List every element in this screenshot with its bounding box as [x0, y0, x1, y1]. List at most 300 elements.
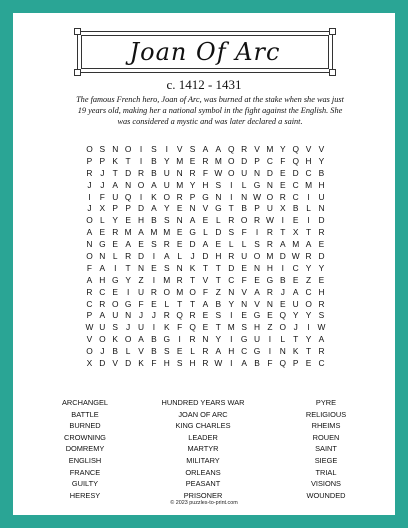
grid-letter: E	[215, 239, 222, 250]
grid-letter: R	[176, 191, 183, 202]
grid-letter: O	[227, 155, 235, 166]
grid-letter: O	[86, 250, 93, 261]
grid-letter: G	[99, 239, 106, 250]
grid-letter: B	[280, 274, 286, 285]
grid-letter: C	[305, 286, 312, 297]
grid-letter: F	[177, 322, 183, 333]
word-bank-item: WOUNDED	[306, 490, 346, 500]
grid-letter: M	[124, 227, 132, 238]
grid-letter: A	[163, 250, 170, 261]
grid-row	[83, 191, 328, 203]
grid-letter: R	[241, 143, 248, 154]
grid-letter: E	[202, 215, 209, 226]
grid-letter: D	[215, 227, 222, 238]
word-bank	[45, 397, 371, 501]
grid-letter: A	[151, 203, 157, 214]
grid-letter: D	[228, 262, 235, 273]
grid-letter: R	[266, 227, 273, 238]
grid-letter: O	[86, 143, 93, 154]
grid-letter: F	[151, 357, 157, 368]
banner-corner-ornament	[74, 69, 81, 76]
grid-letter: R	[112, 227, 119, 238]
grid-letter: W	[253, 191, 261, 202]
word-bank-item: HERESY	[69, 490, 101, 500]
grid-letter: C	[318, 357, 325, 368]
grid-letter: X	[280, 203, 286, 214]
grid-letter: I	[268, 334, 272, 345]
grid-letter: Y	[163, 155, 170, 166]
grid-letter: E	[176, 203, 183, 214]
grid-letter: N	[215, 191, 222, 202]
grid-row	[83, 214, 328, 226]
grid-row	[83, 333, 328, 345]
word-bank-item: BATTLE	[71, 409, 99, 419]
grid-letter: N	[241, 298, 248, 309]
grid-row	[83, 345, 328, 357]
grid-letter: N	[125, 179, 132, 190]
grid-letter: I	[178, 334, 181, 345]
grid-letter: O	[86, 215, 93, 226]
grid-letter: I	[88, 191, 91, 202]
grid-letter: Z	[267, 322, 273, 333]
grid-letter: U	[112, 191, 119, 202]
grid-letter: Q	[279, 357, 287, 368]
grid-letter: U	[99, 322, 106, 333]
grid-letter: M	[292, 239, 300, 250]
grid-letter: V	[241, 286, 247, 297]
copyright-footer: © 2023 puzzles-to-print.com	[170, 500, 238, 506]
grid-letter: K	[189, 262, 196, 273]
word-bank-column	[281, 397, 371, 501]
grid-letter: N	[176, 167, 183, 178]
grid-letter: D	[125, 357, 132, 368]
grid-letter: I	[268, 346, 272, 357]
grid-letter: S	[318, 310, 325, 321]
grid-row	[83, 309, 328, 321]
grid-letter: Q	[189, 322, 196, 333]
grid-letter: W	[291, 250, 300, 261]
word-bank-column	[143, 397, 263, 501]
grid-letter: A	[280, 239, 286, 250]
grid-letter: E	[99, 227, 106, 238]
grid-letter: E	[280, 167, 286, 178]
grid-letter: B	[151, 334, 157, 345]
grid-letter: M	[176, 155, 184, 166]
grid-letter: E	[202, 322, 209, 333]
grid-letter: N	[176, 262, 183, 273]
grid-letter: B	[112, 346, 119, 357]
grid-letter: I	[255, 227, 259, 238]
grid-letter: B	[151, 346, 157, 357]
grid-letter: D	[318, 215, 325, 226]
grid-letter: O	[163, 191, 171, 202]
grid-row	[83, 143, 328, 155]
word-bank-item: HUNDRED YEARS WAR	[161, 398, 245, 407]
grid-letter: B	[292, 203, 299, 214]
grid-letter: R	[163, 239, 170, 250]
letter-grid	[83, 143, 328, 369]
grid-letter: A	[241, 357, 247, 368]
grid-letter: A	[215, 346, 222, 357]
grid-letter: Z	[138, 274, 144, 285]
grid-letter: L	[216, 215, 221, 226]
word-bank-item: KING CHARLES	[175, 421, 231, 431]
grid-letter: F	[138, 298, 144, 309]
grid-letter: D	[241, 155, 248, 166]
grid-letter: L	[125, 346, 131, 357]
grid-letter: M	[305, 179, 313, 190]
grid-letter: H	[189, 357, 196, 368]
grid-letter: R	[305, 250, 312, 261]
grid-letter: A	[292, 286, 299, 297]
grid-letter: V	[86, 334, 93, 345]
word-bank-column	[45, 397, 125, 501]
grid-letter: T	[306, 346, 312, 357]
grid-letter: H	[163, 357, 170, 368]
grid-letter: I	[230, 357, 233, 368]
grid-letter: T	[293, 334, 299, 345]
grid-letter: A	[202, 239, 209, 250]
grid-letter: S	[163, 215, 170, 226]
grid-letter: G	[202, 191, 209, 202]
grid-letter: W	[214, 357, 223, 368]
grid-letter: I	[126, 286, 130, 297]
grid-letter: S	[254, 239, 260, 250]
grid-row	[83, 286, 328, 298]
grid-letter: O	[227, 167, 235, 178]
grid-letter: T	[177, 298, 183, 309]
grid-letter: P	[292, 357, 299, 368]
grid-letter: B	[151, 155, 157, 166]
title-banner	[77, 31, 333, 73]
grid-letter: O	[99, 334, 106, 345]
grid-letter: C	[292, 179, 299, 190]
grid-letter: D	[318, 250, 325, 261]
grid-letter: F	[202, 167, 209, 178]
word-bank-item: VISIONS	[311, 479, 341, 489]
grid-letter: S	[99, 143, 106, 154]
grid-letter: N	[99, 250, 106, 261]
grid-letter: R	[228, 250, 235, 261]
grid-letter: I	[230, 334, 233, 345]
grid-letter: G	[124, 298, 132, 309]
grid-letter: E	[241, 262, 247, 273]
grid-letter: M	[176, 179, 184, 190]
grid-letter: N	[137, 262, 145, 273]
word-bank-item: LEADER	[188, 432, 218, 442]
grid-letter: D	[266, 167, 273, 178]
grid-letter: F	[86, 262, 92, 273]
grid-letter: I	[152, 322, 156, 333]
banner-corner-ornament	[329, 28, 336, 35]
grid-letter: F	[267, 357, 273, 368]
grid-letter: L	[164, 298, 170, 309]
grid-letter: Y	[318, 262, 325, 273]
grid-letter: Q	[279, 310, 287, 321]
grid-letter: S	[215, 179, 222, 190]
grid-letter: J	[151, 310, 156, 321]
grid-letter: R	[86, 286, 93, 297]
grid-letter: U	[137, 286, 145, 297]
grid-letter: V	[176, 143, 183, 154]
grid-letter: I	[139, 155, 143, 166]
grid-row	[83, 226, 328, 238]
grid-row	[83, 250, 328, 262]
grid-letter: Q	[124, 191, 132, 202]
grid-row	[83, 167, 328, 179]
grid-letter: V	[254, 143, 260, 154]
grid-letter: N	[266, 298, 273, 309]
grid-letter: Q	[292, 143, 299, 154]
grid-letter: B	[318, 167, 325, 178]
grid-letter: N	[253, 167, 261, 178]
grid-letter: E	[125, 215, 131, 226]
grid-letter: R	[202, 155, 209, 166]
word-bank-item: FRANCE	[69, 467, 101, 477]
grid-letter: F	[241, 227, 247, 238]
grid-letter: A	[99, 310, 106, 321]
grid-letter: O	[253, 250, 261, 261]
grid-letter: S	[189, 143, 196, 154]
grid-letter: D	[125, 167, 132, 178]
word-bank-item: RHEIMS	[311, 421, 341, 431]
grid-letter: Y	[292, 310, 299, 321]
grid-letter: J	[190, 250, 195, 261]
grid-letter: C	[266, 155, 273, 166]
grid-letter: O	[86, 346, 93, 357]
grid-letter: C	[292, 191, 299, 202]
grid-letter: A	[86, 274, 93, 285]
grid-letter: P	[254, 203, 260, 214]
grid-letter: O	[163, 286, 171, 297]
grid-letter: I	[307, 191, 310, 202]
grid-letter: V	[202, 274, 209, 285]
grid-letter: E	[112, 286, 119, 297]
grid-letter: U	[163, 167, 170, 178]
grid-letter: A	[189, 215, 196, 226]
grid-letter: I	[307, 322, 310, 333]
grid-letter: I	[307, 215, 310, 226]
grid-letter: E	[254, 274, 260, 285]
grid-letter: O	[111, 298, 119, 309]
grid-letter: D	[189, 239, 196, 250]
grid-letter: O	[266, 191, 274, 202]
word-bank-item: PRISONER	[183, 490, 223, 500]
grid-letter: Q	[176, 310, 183, 321]
grid-letter: V	[305, 143, 312, 154]
grid-letter: H	[266, 262, 273, 273]
grid-letter: N	[125, 310, 132, 321]
grid-letter: E	[176, 239, 183, 250]
grid-letter: V	[254, 298, 260, 309]
grid-letter: R	[150, 286, 157, 297]
grid-letter: A	[86, 227, 93, 238]
word-bank-item: ENGLISH	[68, 455, 102, 465]
grid-letter: U	[241, 167, 248, 178]
grid-letter: R	[228, 215, 235, 226]
grid-letter: H	[99, 274, 106, 285]
grid-letter: E	[189, 155, 196, 166]
grid-letter: D	[292, 167, 299, 178]
grid-letter: L	[241, 239, 247, 250]
grid-letter: J	[87, 203, 92, 214]
grid-letter: C	[241, 346, 248, 357]
grid-letter: A	[125, 239, 131, 250]
grid-letter: S	[163, 346, 170, 357]
grid-letter: I	[152, 250, 156, 261]
word-bank-item: JOAN OF ARC	[178, 409, 228, 419]
grid-letter: I	[152, 274, 156, 285]
grid-row	[83, 357, 328, 369]
grid-letter: H	[228, 346, 235, 357]
grid-letter: I	[139, 191, 143, 202]
grid-letter: Q	[292, 155, 299, 166]
grid-letter: I	[281, 215, 284, 226]
grid-letter: M	[214, 155, 222, 166]
grid-letter: M	[266, 143, 274, 154]
grid-letter: O	[137, 179, 145, 190]
grid-letter: I	[230, 179, 233, 190]
grid-letter: X	[99, 203, 106, 214]
worksheet-page	[13, 13, 395, 515]
grid-letter: T	[190, 274, 196, 285]
grid-letter: R	[189, 334, 196, 345]
grid-letter: W	[214, 167, 223, 178]
word-bank-item: ARCHANGEL	[62, 398, 108, 407]
grid-letter: E	[112, 239, 119, 250]
grid-letter: R	[318, 298, 325, 309]
grid-letter: L	[190, 346, 195, 357]
grid-letter: K	[151, 191, 157, 202]
grid-letter: R	[176, 274, 183, 285]
grid-letter: A	[138, 227, 144, 238]
grid-letter: Z	[306, 274, 312, 285]
grid-letter: E	[292, 215, 299, 226]
grid-letter: G	[266, 274, 274, 285]
grid-letter: Y	[112, 215, 119, 226]
word-bank-item: MARTYR	[187, 444, 219, 454]
grid-letter: N	[86, 239, 93, 250]
grid-letter: D	[99, 357, 106, 368]
grid-letter: E	[241, 310, 247, 321]
grid-letter: R	[163, 310, 170, 321]
grid-letter: E	[202, 310, 209, 321]
grid-row	[83, 238, 328, 250]
grid-letter: H	[202, 179, 209, 190]
grid-letter: K	[163, 322, 170, 333]
grid-letter: R	[202, 346, 209, 357]
grid-letter: R	[318, 227, 325, 238]
grid-letter: I	[165, 143, 168, 154]
word-bank-item: TRIAL	[315, 467, 337, 477]
grid-letter: P	[254, 155, 260, 166]
grid-letter: T	[202, 262, 209, 273]
grid-letter: M	[150, 227, 158, 238]
grid-letter: E	[151, 298, 157, 309]
grid-letter: E	[151, 262, 157, 273]
grid-letter: O	[124, 334, 132, 345]
grid-letter: E	[176, 227, 183, 238]
grid-letter: H	[137, 215, 145, 226]
grid-letter: N	[189, 203, 196, 214]
grid-letter: E	[176, 346, 183, 357]
grid-letter: O	[305, 298, 312, 309]
grid-letter: S	[215, 310, 222, 321]
grid-letter: I	[139, 143, 143, 154]
grid-letter: P	[86, 155, 93, 166]
grid-letter: R	[99, 298, 106, 309]
grid-letter: T	[112, 167, 118, 178]
grid-row	[83, 298, 328, 310]
grid-row	[83, 202, 328, 214]
grid-letter: T	[228, 203, 234, 214]
grid-letter: N	[176, 215, 183, 226]
grid-letter: J	[280, 286, 285, 297]
grid-letter: G	[163, 334, 171, 345]
grid-letter: V	[318, 143, 325, 154]
grid-letter: J	[293, 322, 298, 333]
grid-letter: Y	[228, 298, 235, 309]
grid-letter: N	[202, 334, 209, 345]
grid-letter: A	[215, 143, 222, 154]
grid-letter: E	[138, 239, 144, 250]
grid-letter: A	[138, 334, 144, 345]
word-bank-item: ROUEN	[312, 432, 340, 442]
grid-letter: L	[241, 179, 247, 190]
grid-letter: I	[114, 262, 117, 273]
grid-letter: E	[280, 179, 286, 190]
grid-letter: E	[318, 239, 325, 250]
grid-letter: M	[266, 250, 274, 261]
grid-letter: P	[99, 155, 106, 166]
grid-letter: N	[279, 346, 286, 357]
grid-letter: Q	[227, 143, 235, 154]
grid-letter: L	[306, 203, 311, 214]
page-title: Joan Of Arc	[129, 38, 281, 66]
grid-letter: J	[100, 346, 105, 357]
word-bank-item: RELIGIOUS	[305, 409, 347, 419]
grid-letter: B	[215, 298, 222, 309]
grid-letter: U	[253, 334, 261, 345]
grid-letter: K	[292, 346, 299, 357]
grid-letter: S	[151, 143, 157, 154]
grid-letter: G	[215, 203, 222, 214]
grid-letter: V	[202, 203, 209, 214]
grid-letter: S	[176, 357, 183, 368]
grid-letter: D	[137, 250, 145, 261]
grid-letter: J	[126, 322, 131, 333]
grid-letter: T	[190, 298, 196, 309]
grid-letter: R	[318, 346, 325, 357]
grid-letter: L	[228, 239, 234, 250]
grid-row	[83, 155, 328, 167]
grid-letter: Y	[305, 334, 312, 345]
grid-letter: G	[111, 274, 119, 285]
grid-letter: G	[253, 179, 261, 190]
grid-letter: R	[266, 239, 273, 250]
grid-letter: U	[137, 322, 145, 333]
grid-letter: P	[86, 310, 93, 321]
banner-corner-ornament	[74, 28, 81, 35]
grid-letter: M	[163, 274, 171, 285]
grid-letter: N	[112, 143, 119, 154]
grid-letter: C	[99, 286, 106, 297]
grid-letter: R	[189, 167, 196, 178]
grid-letter: A	[202, 143, 209, 154]
word-bank-item: BURNED	[69, 421, 101, 431]
grid-letter: N	[241, 191, 248, 202]
grid-letter: N	[266, 179, 273, 190]
